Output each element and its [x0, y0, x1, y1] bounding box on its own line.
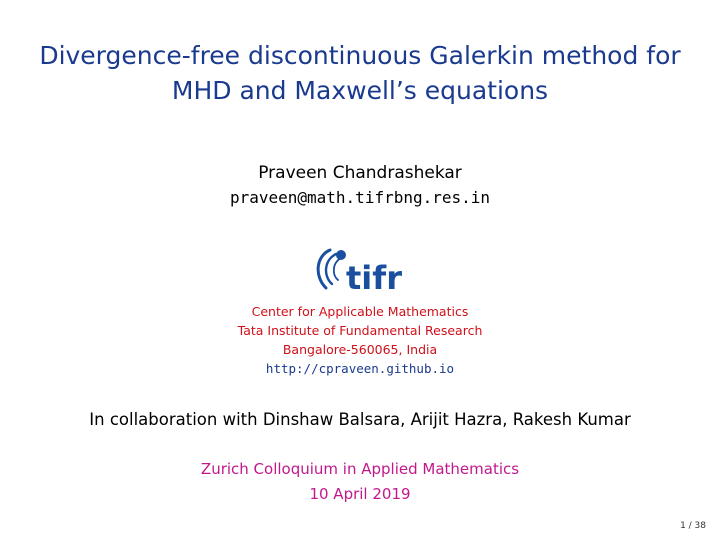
affiliation-address: Bangalore-560065, India: [282, 342, 438, 357]
logo-wordmark: tifr: [346, 259, 402, 296]
homepage-link[interactable]: http://cpraveen.github.io: [265, 361, 455, 376]
title-line-2: MHD and Maxwell’s equations: [171, 76, 549, 105]
author-name: Praveen Chandrashekar: [258, 163, 462, 183]
affiliation-institute: Tata Institute of Fundamental Research: [237, 323, 483, 338]
author-email[interactable]: praveen@math.tifrbng.res.in: [229, 188, 491, 207]
slide-title: [0, 38, 720, 108]
affiliation-center: Center for Applicable Mathematics: [251, 304, 469, 319]
event-date: 10 April 2019: [309, 485, 411, 503]
title-line-1: Divergence-free discontinuous Galerkin method for: [39, 41, 681, 70]
tifr-logo: [308, 244, 418, 296]
tifr-logo-icon: [308, 244, 418, 296]
page-number: 1 / 38: [680, 521, 706, 531]
event-name: Zurich Colloquium in Applied Mathematics: [200, 460, 520, 478]
collaborators: In collaboration with Dinshaw Balsara, Arijit Hazra, Rakesh Kumar: [89, 410, 631, 429]
